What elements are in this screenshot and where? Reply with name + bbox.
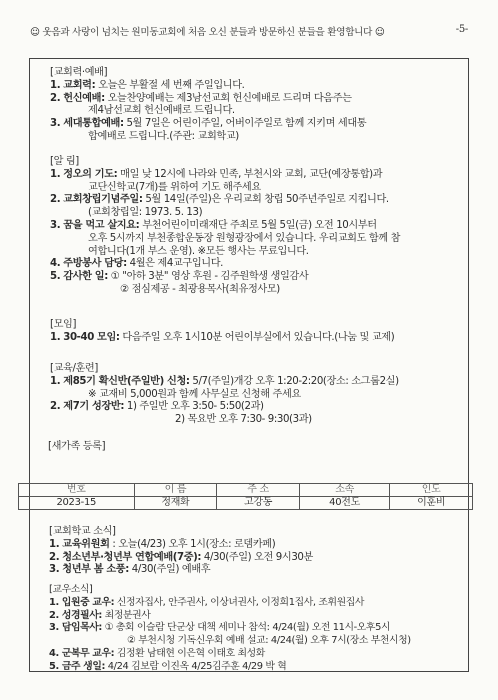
school-section [49,526,313,577]
list-item [49,648,411,661]
meeting-section [50,319,394,345]
item-continuation: (교회창립일: 1973. 5. 13) [88,207,203,219]
item-continuation: ※ 교재비 5,000원과 함께 사무실로 신청해 주세요 [88,388,301,400]
table-header-cell: 이 름 [134,484,217,497]
section-title: [교회력·예배] [50,67,108,78]
list-item [49,597,411,610]
list-item [49,539,313,552]
table-cell: 2023-15 [19,497,135,510]
table-header-cell: 소속 [299,484,389,497]
item-text: 5월 7일은 어린이주일, 어버이주일로 함께 지키며 세대통 [123,118,367,130]
item-text: 4/30(주일) 오전 9시30분 [201,551,313,563]
item-label: 1. 제85기 확신반(주일반) 신청: [50,375,190,387]
item-continuation: 여합니다(1개 부스 운영). ※모든 행사는 무료입니다. [88,245,309,257]
item-label: 5. 감사한 일: [50,271,108,283]
table-header-cell: 주 소 [217,484,300,497]
page-header [30,24,468,42]
item-label: 2. 헌신예배: [50,92,105,104]
section-title: [알 림] [50,156,79,167]
item-label: 2. 교회창립기념주일: [50,194,143,206]
item-text: 최정분권사 [101,609,151,621]
training-section [50,363,399,427]
section-title: [교육/훈련] [50,363,98,374]
item-text: 4/24 김보람 이진옥 4/25김주훈 4/29 박 혁 [105,660,287,672]
list-item [50,376,399,389]
table-cell: 정재화 [134,497,217,510]
item-label: 5. 금주 생일: [49,660,106,672]
table-row [19,497,473,510]
list-item [49,552,313,565]
item-text: 다음주일 오후 1시10분 어린이부실에서 있습니다.(나눔 및 교제) [119,331,395,343]
list-item [50,332,394,345]
bulletin-frame [29,58,469,672]
section-title: [교우소식] [49,584,93,595]
item-label: 1. 30-40 모임: [50,331,120,343]
item-continuation: 합예배로 드립니다.(주관: 교회학교) [88,130,239,142]
list-item [50,118,366,131]
item-text: 4/30(주일) 예배후 [128,564,211,576]
item-label: 4. 주방봉사 담당: [50,258,127,270]
section-title: [새가족 등록] [48,441,106,452]
section-title: [모임] [50,319,77,330]
item-text: 김정환 남태현 이은혁 이태호 최성화 [114,647,265,659]
notice-section [50,156,400,297]
item-text: : 오늘(4/23) 오후 1시(장소: 로뎀카페) [109,538,276,550]
item-text: 매일 낮 12시에 나라와 민족, 부천시와 교회, 교단(예장통합)과 [117,168,383,180]
item-text: ① 총회 이슬람 단군상 대책 세미나 참석: 4/24(월) 오전 11시-오후5시 [101,622,391,634]
item-continuation: 오후 5시까지 부천종합운동장 원형광장에서 있습니다. 우리교회도 함께 참 [88,232,401,244]
item-label: 2. 성경필사: [49,609,102,621]
list-item [50,169,400,182]
list-item [50,271,400,284]
item-text: 오늘은 부활절 세 번째 주일입니다. [95,79,245,91]
page-number: -5- [455,24,468,35]
item-text: 4월은 제4교구입니다. [126,258,223,270]
worship-section [50,67,366,144]
item-text: 신정자집사, 안주권사, 이상녀권사, 이정희1집사, 조휘원집사 [114,596,365,608]
list-item [49,661,411,674]
registration-title [48,441,105,454]
item-continuation: 2) 목요반 오후 7:30- 9:30(3과) [175,414,312,426]
item-text: 오늘찬양예배는 제3남선교회 헌신예배로 드리며 다음주는 [104,92,352,104]
list-item [50,401,399,414]
item-label: 2. 제7기 성장반: [50,401,125,413]
item-label: 1. 교회력: [50,79,96,91]
list-item [50,258,400,271]
item-text: ① "아하 3분" 영상 후원 - 김주원학생 생일감사 [107,271,309,283]
item-continuation: 제4남선교회 헌신예배로 드립니다. [88,105,235,117]
table-cell: 40전도 [299,497,389,510]
item-label: 3. 세대통합예배: [50,118,124,130]
item-label: 1. 입원중 교우: [49,596,115,608]
list-item [50,80,366,93]
item-continuation: 교단신학교(7개)를 위하여 기도 해주세요 [88,181,261,193]
table-header-cell: 인도 [390,484,473,497]
list-item [49,564,313,577]
item-label: 3. 꿈을 먹고 살지요: [50,219,140,231]
item-label: 2. 청소년부·청년부 연합예배(7중): [49,551,202,563]
item-label: 4. 군복무 교우: [49,647,115,659]
item-label: 3. 청년부 봄 소풍: [49,564,129,576]
section-title: [교회학교 소식] [49,526,116,537]
item-text: 5월 14일(주일)은 우리교회 창립 50주년주일로 지킵니다. [142,194,389,206]
item-text: 5/7(주일)개강 오후 1:20-2:20(장소: 소그룹2실) [189,375,399,387]
list-item [50,194,400,207]
item-text: 1) 주일반 오후 3:50- 5:50(2과) [124,401,264,413]
staff-section [49,584,411,674]
registration-table [18,483,473,510]
item-label: 1. 교육위원회 [49,538,110,550]
item-label: 1. 정오의 기도: [50,168,118,180]
table-cell: 고강동 [217,497,300,510]
list-item [49,610,411,623]
welcome-text: ☺ 웃음과 사랑이 넘치는 원미동교회에 처음 오신 분들과 방문하신 분들을 환영합니다 ☺ [30,27,385,38]
item-label: 3. 담임목사: [49,622,102,634]
table-header-row [19,484,473,497]
item-continuation: ② 점심제공 - 최광용목사(최유정사모) [120,283,280,295]
table-header-cell: 번호 [19,484,135,497]
item-text: 부천어린이미래재단 주최로 5월 5일(금) 오전 10시부터 [139,219,377,231]
list-item [49,622,411,635]
list-item [50,220,400,233]
table-cell: 이훈비 [390,497,473,510]
list-item [50,93,366,106]
item-continuation: ② 부천시청 기독신우회 예배 설교: 4/24(월) 오후 7시(장소 부천시청) [127,635,411,647]
